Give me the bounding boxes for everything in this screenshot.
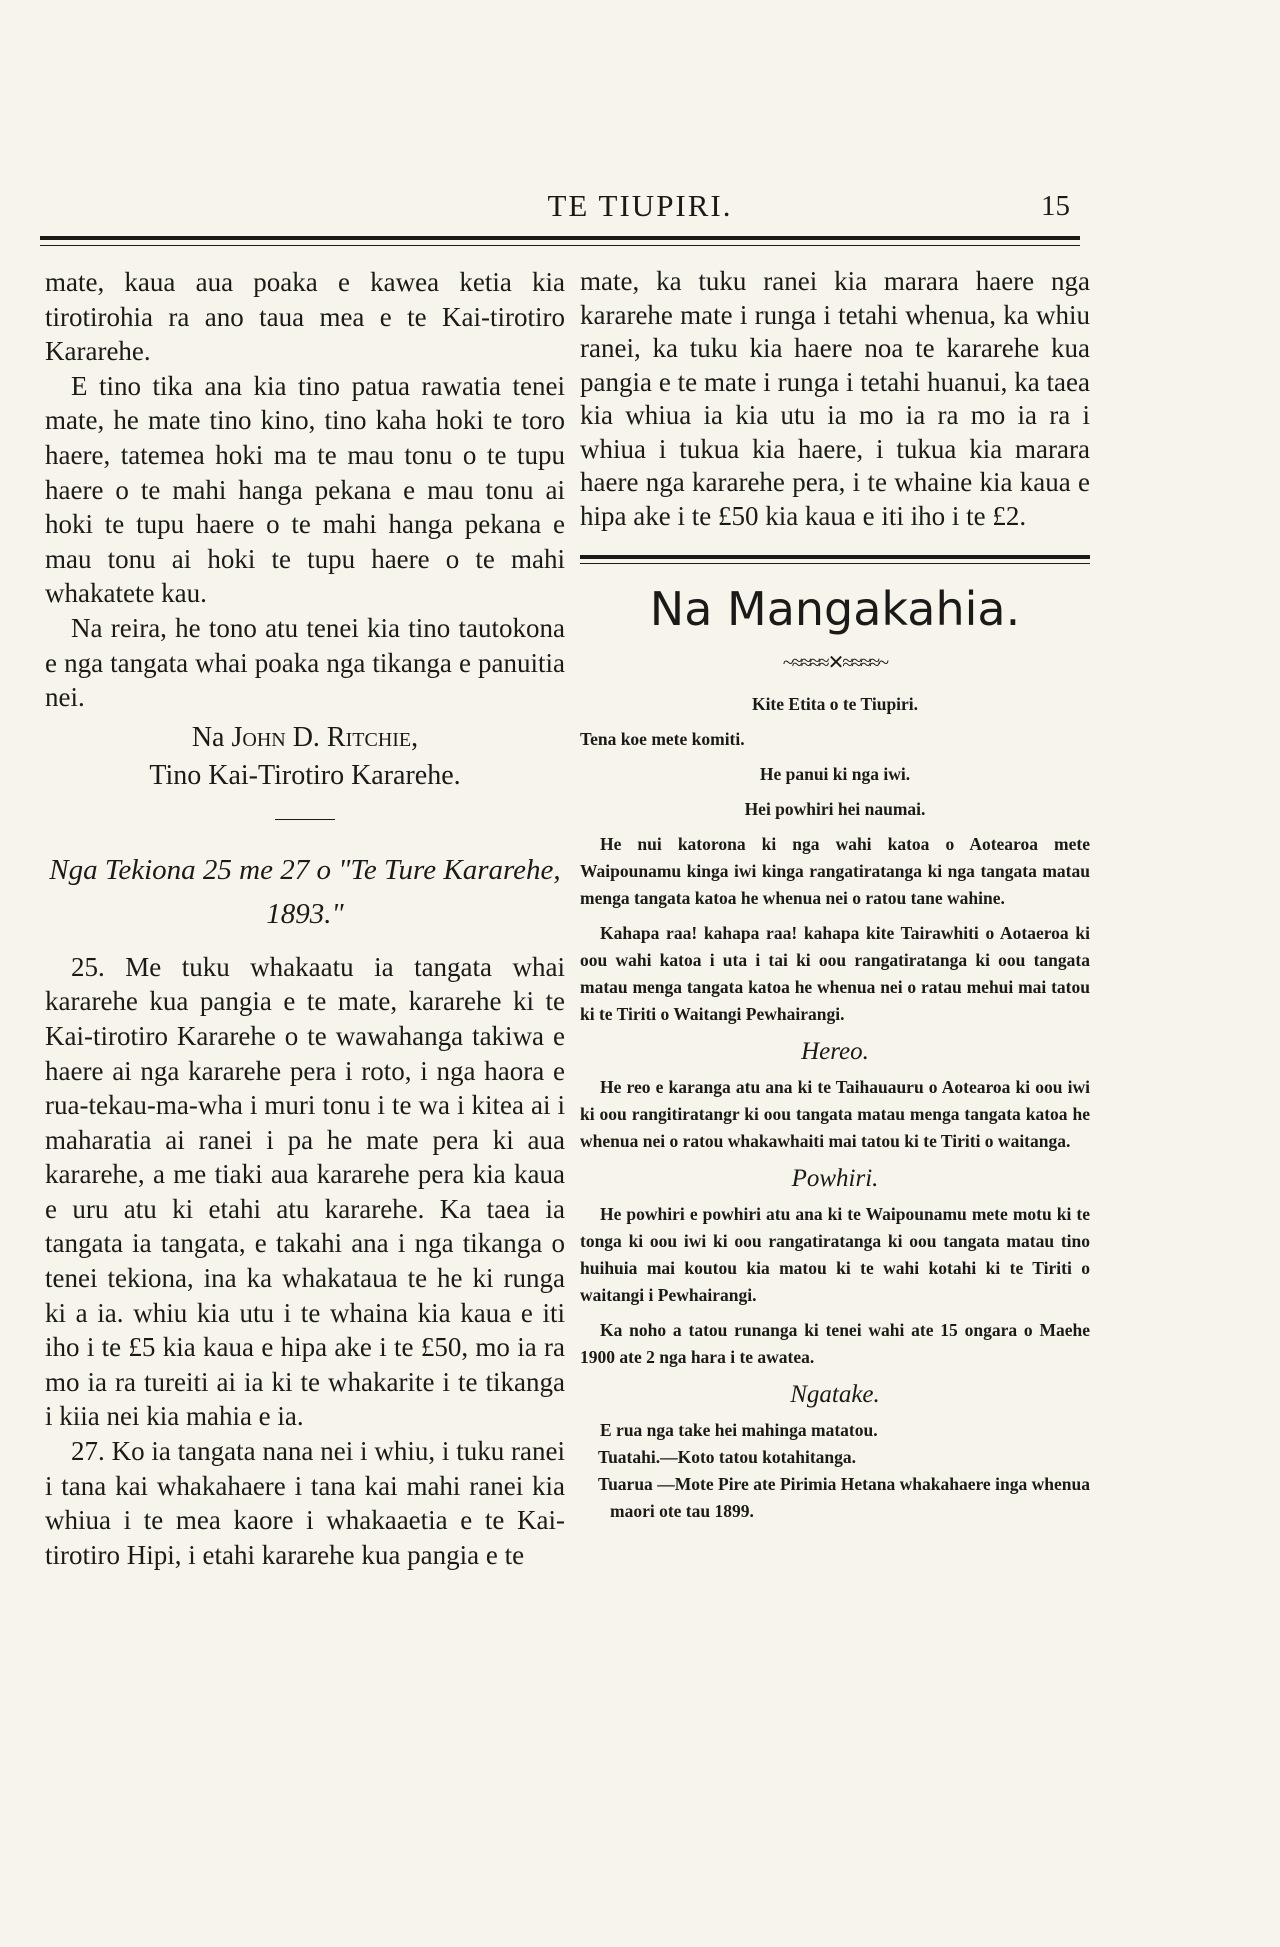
letter-paragraph: Kahapa raa! kahapa raa! kahapa kite Tairawhiti o Aotaeroa ki oou wahi katoa i uta i tai ki oou rangatiratanga ki oou tangata matau menga tangata katoa he whenua nei o ratau mehui mai tatou ki te Tiriti o Waitangi Pewhairangi. [580, 923, 1090, 1024]
letter-greeting: Tena koe mete komiti. [580, 729, 745, 749]
header-rule-thick [40, 236, 1080, 240]
page-header [0, 180, 1280, 230]
signature-name-line [45, 719, 565, 757]
header-rule-thin [40, 245, 1080, 246]
letter-line: Hei powhiri hei naumai. [744, 799, 926, 819]
ornament-divider: ~≈≈≈≈✕≈≈≈≈~ [782, 652, 888, 674]
section-27-paragraph: 27. Ko ia tangata nana nei i whiu, i tuku ranei i tana kai whakahaere i tana kai mahi ranei kia whiua i te mea kaore i whakaaetia e te Kai-tirotiro Hipi, i etahi kararehe kua pangia e te [45, 1436, 565, 1570]
signature-title: Tino Kai-Tirotiro Kararehe. [149, 759, 461, 791]
letter-paragraph: He powhiri e powhiri atu ana ki te Waipounamu mete motu ki te tonga ki oou iwi ki oou rangatiratanga ki oou tangata matau tino huihuia mai koutou kia matou ki te wahi kotahi ki te Tiriti o waitangi i Pewhairangi. [580, 1204, 1090, 1305]
section-25-paragraph: 25. Me tuku whakaatu ia tangata whai kararehe kua pangia e te mate, kararehe ki te Kai-tirotiro Kararehe o te wawahanga takiwa e haere ai nga kararehe pera i roto, i nga haora e rua-tekau-ma-wha i muri tonu i te wa i kitea ai i maharatia ai ranei i pa he mate pera ki aua kararehe, a me tiaki aua kararehe pera kia kaua e uru atu ki etahi atu kararehe. Ka taea ia tangata ia tangata, e takahi ana i nga tikanga o tenei tekiona, ina ka whakataua te he ki runga ki a ia. whiu kia utu i te whaina kia kaua e iti iho i te £5 kia kaua e hipa ake i te £50, mo ia ra mo ia ra tureiti ai ia ki te whakarite i te tikanga i kiia nei kia mahia e ia. [45, 951, 565, 1432]
newspaper-title: TE TIUPIRI. [547, 188, 733, 223]
body-paragraph: E tino tika ana kia tino patua rawatia tenei mate, he mate tino kino, tino kaha hoki te toro haere, tatemea hoki ma te mau tonu o te tupu haere o te mahi hanga pekana e mau tonu ai hoki te tupu haere o te mahi hanga pekana e mau tonu ai hoki te tupu haere o te mahi whakatete kau. [45, 370, 565, 609]
right-column [580, 265, 1090, 1525]
section-divider [275, 819, 335, 820]
signature-name: John D. Ritchie, [231, 721, 419, 753]
subheading-hereo: Hereo. [801, 1038, 869, 1065]
body-paragraph: Na reira, he tono atu tenei kia tino tautokona e nga tangata whai poaka nga tikanga e panuitia nei. [45, 612, 565, 713]
take-item: Tuarua —Mote Pire ate Pirimia Hetana whakahaere inga whenua maori ote tau 1899. [598, 1474, 1090, 1521]
letter-paragraph: He reo e karanga atu ana ki te Taihauauru o Aotearoa ki oou iwi ki oou rangitiratangr ki oou tangata matau menga tangata katoa he whenua nei o ratou whakawhaiti mai tatou ki te Tiriti o waitanga. [580, 1077, 1090, 1151]
article-heading: Na Mangakahia. [649, 582, 1021, 636]
subheading-powhiri: Powhiri. [791, 1165, 879, 1192]
meeting-paragraph: Ka noho a tatou runanga ki tenei wahi ate 15 ongara o Maehe 1900 ate 2 nga hara i te awatea. [580, 1320, 1090, 1367]
section-heading: Nga Tekiona 25 me 27 o "Te Ture Kararehe, 1893." [49, 853, 561, 930]
letter-line: He panui ki nga iwi. [759, 764, 911, 784]
page-number: 15 [1041, 190, 1070, 222]
letter-paragraph: He nui katorona ki nga wahi katoa o Aotearoa mete Waipounamu kinga iwi kinga rangatiratanga ki nga tangata matau menga tangata katoa he whenua nei o ratou tane wahine. [580, 834, 1090, 908]
subheading-ngatake: Ngatake. [790, 1381, 880, 1408]
continuation-paragraph: mate, kaua aua poaka e kawea ketia kia tirotirohia ra ano taua mea e te Kai-tirotiro Kararehe. [45, 267, 565, 367]
article-divider-thin [580, 563, 1090, 564]
signature-prefix: Na [191, 721, 225, 753]
left-column [45, 265, 565, 1572]
continuation-paragraph: mate, ka tuku ranei kia marara haere nga kararehe mate i runga i tetahi whenua, ka whiu ranei, ka tuku kia haere noa te kararehe kua pangia e te mate i runga i tetahi huanui, ka taea kia whiua ia kia utu ia mo ia ra mo ia ra i whiua i tukua kia haere, i tukua kia marara haere nga kararehe pera, i te whaine kia kaua e hipa ake i te £50 kia kaua e iti iho i te £2. [580, 266, 1090, 531]
take-item: Tuatahi.—Koto tatou kotahitanga. [598, 1447, 857, 1467]
letter-addressee: Kite Etita o te Tiupiri. [751, 694, 919, 714]
article-divider-thick [580, 555, 1090, 559]
take-intro: E rua nga take hei mahinga matatou. [600, 1420, 878, 1440]
